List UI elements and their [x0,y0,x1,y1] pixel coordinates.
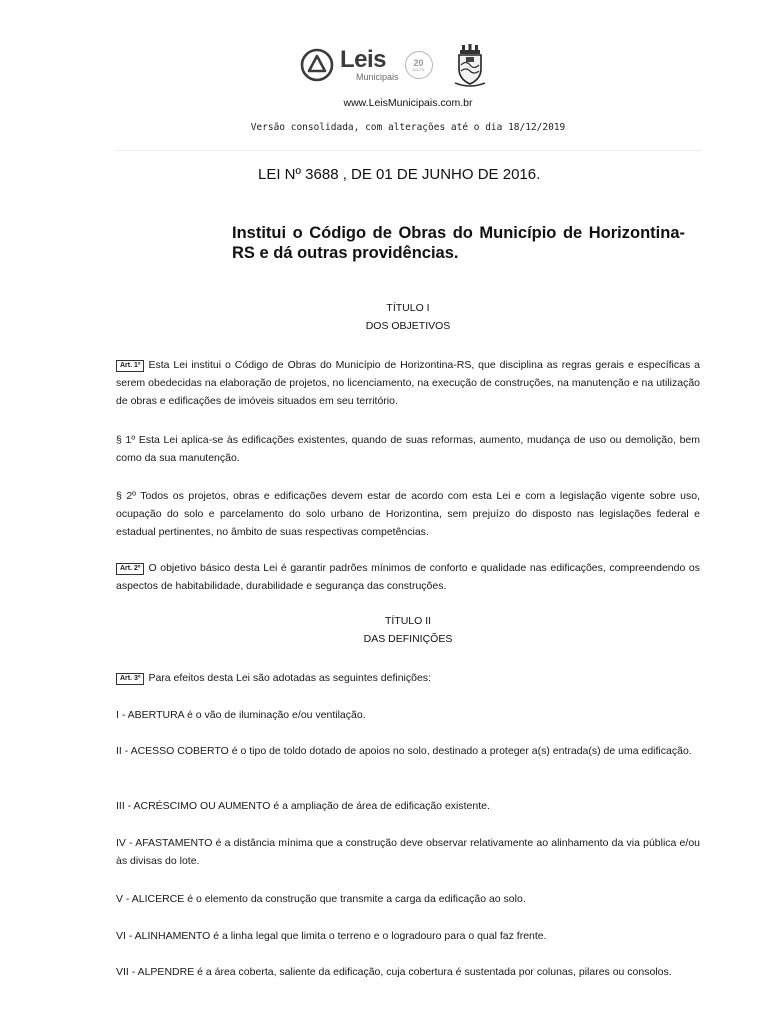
brand-subtitle: Municipais [356,72,399,82]
header-divider [116,150,702,151]
law-title: LEI Nº 3688 , DE 01 DE JUNHO DE 2016. [258,166,541,183]
anniversary-badge-icon [405,51,433,79]
header-logo [300,40,487,90]
article-2 [116,559,700,595]
title-1-name: DOS OBJETIVOS [365,320,451,332]
title-2-name: DAS DEFINIÇÕES [363,633,453,645]
anniversary-number: 20 [413,57,424,68]
article-3-text: Para efeitos desta Lei são adotadas as seguintes definições: [148,672,431,684]
article-2-text: O objetivo básico desta Lei é garantir padrões mínimos de conforto e qualidade nas edificações, compreendendo os aspectos de habitabilidade, durabilidade e segurança das construções. [116,562,700,592]
version-note: Versão consolidada, com alterações até o dia 18/12/2019 [250,122,566,133]
definition-item-7: VII - ALPENDRE é a área coberta, saliente da edificação, cuja cobertura é sustentada por colunas, pilares ou consolos. [116,966,672,978]
site-url[interactable]: www.LeisMunicipais.com.br [343,97,473,109]
definition-item-1: I - ABERTURA é o vão de iluminação e/ou ventilação. [116,709,366,721]
article-1-paragraph-1: § 1º Esta Lei aplica-se às edificações existentes, quando de suas reformas, aumento, mudança de uso ou demolição, bem como da sua manutenção. [116,434,700,464]
article-1-text: Esta Lei institui o Código de Obras do Município de Horizontina-RS, que disciplina as regras gerais e específicas a serem obedecidas na elaboração de projetos, no licenciamento, na execução de construções, na manutenção e na utilização de obras e edificações de imóveis situados em seu território. [116,359,700,407]
article-1 [116,356,700,410]
definition-item-6: VI - ALINHAMENTO é a linha legal que limita o terreno e o logradouro para o qual faz frente. [116,930,547,942]
article-2-tag[interactable]: Art. 2º [116,563,144,575]
article-1-tag[interactable]: Art. 1º [116,360,144,372]
brand-wordmark [340,48,399,82]
article-3 [116,669,700,687]
title-1-label: TÍTULO I [386,302,430,314]
brand-name: Leis [340,46,387,73]
article-3-tag[interactable]: Art. 3º [116,673,144,685]
law-summary: Institui o Código de Obras do Município de Horizontina-RS e dá outras providências. [232,224,685,262]
definition-item-4: IV - AFASTAMENTO é a distância mínima que a construção deve observar relativamente ao alinhamento da via pública e/ou às divisas do lote. [116,837,700,867]
title-2-label: TÍTULO II [384,615,432,627]
anniversary-text: ANOS [412,66,425,72]
article-1-paragraph-2: § 2º Todos os projetos, obras e edificações devem estar de acordo com esta Lei e com a legislação vigente sobre uso, ocupação do solo e parcelamento do solo urbano de Horizontina, sem prejuízo do disposto nas legislações federal e estadual pertinentes, no âmbito de suas respectivas competências. [116,490,700,538]
definition-item-3: III - ACRÉSCIMO OU AUMENTO é a ampliação de área de edificação existente. [116,800,490,812]
leis-logo-icon [300,48,334,82]
definition-item-5: V - ALICERCE é o elemento da construção que transmite a carga da edificação ao solo. [116,893,526,905]
municipal-crest-icon [453,43,487,87]
definition-item-2: II - ACESSO COBERTO é o tipo de toldo dotado de apoios no solo, destinado a proteger a(s) entrada(s) de uma edificação. [116,745,692,757]
